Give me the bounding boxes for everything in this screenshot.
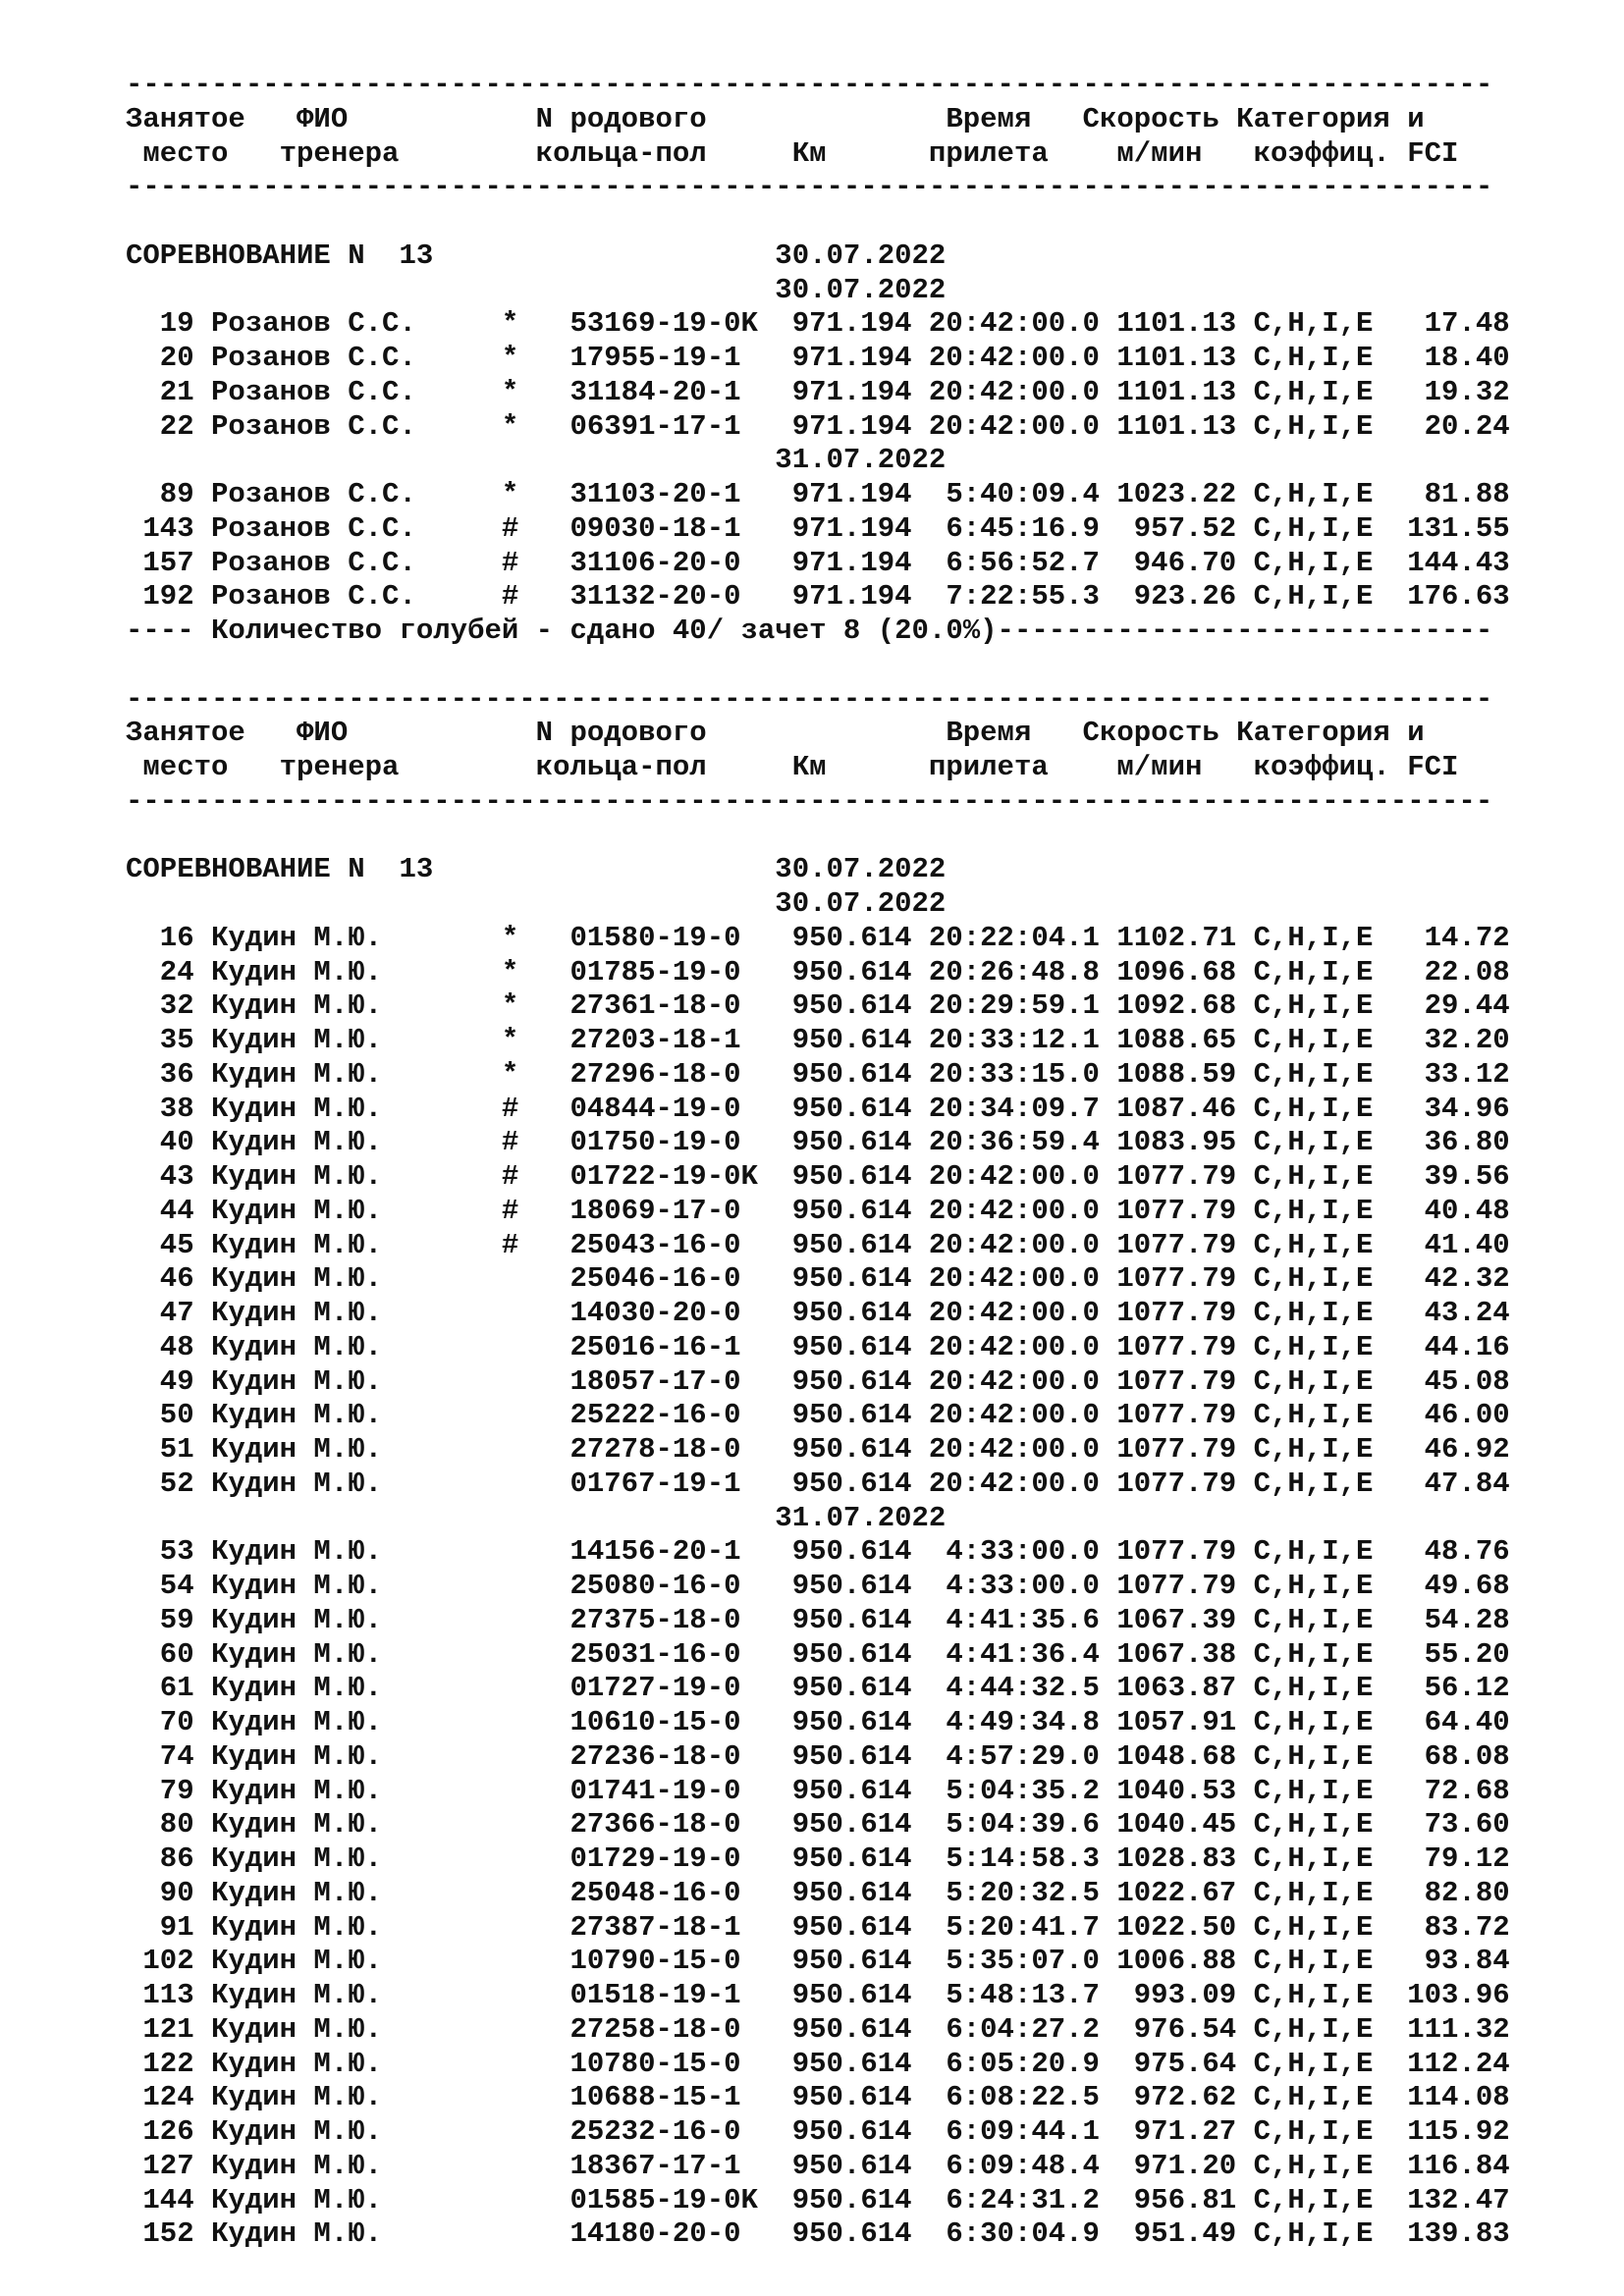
competition-line: СОРЕВНОВАНИЕ N 13 30.07.2022 — [126, 853, 947, 886]
table-row: 20 Розанов С.С. * 17955-19-1 971.194 20:42:00.0 1101.13 C,H,I,E 18.40 — [126, 342, 1510, 374]
table-row: 40 Кудин М.Ю. # 01750-19-0 950.614 20:36:59.4 1083.95 C,H,I,E 36.80 — [126, 1126, 1510, 1159]
table-row: 126 Кудин М.Ю. 25232-16-0 950.614 6:09:44.1 971.27 C,H,I,E 115.92 — [126, 2115, 1510, 2148]
table-row: 74 Кудин М.Ю. 27236-18-0 950.614 4:57:29.0 1048.68 C,H,I,E 68.08 — [126, 1739, 1510, 1773]
header-rule-bottom: -------------------------------------------------------------------------------- — [126, 171, 1493, 204]
table-row: 61 Кудин М.Ю. 01727-19-0 950.614 4:44:32.5 1063.87 C,H,I,E 56.12 — [126, 1672, 1510, 1705]
table-row: 143 Розанов С.С. # 09030-18-1 971.194 6:45:16.9 957.52 C,H,I,E 131.55 — [126, 511, 1510, 545]
blank-line — [126, 820, 1598, 854]
table-row: 51 Кудин М.Ю. 27278-18-0 950.614 20:42:00.0 1077.79 C,H,I,E 46.92 — [126, 1433, 1510, 1466]
table-row: 49 Кудин М.Ю. 18057-17-0 950.614 20:42:00.0 1077.79 C,H,I,E 45.08 — [126, 1364, 1510, 1398]
results-section-2 — [126, 683, 1598, 2253]
date-line: 31.07.2022 — [126, 1501, 947, 1534]
table-row: 43 Кудин М.Ю. # 01722-19-0K 950.614 20:42:00.0 1077.79 C,H,I,E 39.56 — [126, 1160, 1510, 1193]
table-row: 52 Кудин М.Ю. 01767-19-1 950.614 20:42:00.0 1077.79 C,H,I,E 47.84 — [126, 1467, 1510, 1500]
blank-line — [126, 649, 1598, 683]
table-row: 22 Розанов С.С. * 06391-17-1 971.194 20:42:00.0 1101.13 C,H,I,E 20.24 — [126, 409, 1510, 443]
date-line: 31.07.2022 — [126, 444, 947, 477]
table-row: 144 Кудин М.Ю. 01585-19-0K 950.614 6:24:31.2 956.81 C,H,I,E 132.47 — [126, 2183, 1510, 2216]
table-row: 21 Розанов С.С. * 31184-20-1 971.194 20:42:00.0 1101.13 C,H,I,E 19.32 — [126, 375, 1510, 408]
table-row: 89 Розанов С.С. * 31103-20-1 971.194 5:40:09.4 1023.22 C,H,I,E 81.88 — [126, 478, 1510, 510]
table-row: 48 Кудин М.Ю. 25016-16-1 950.614 20:42:00.0 1077.79 C,H,I,E 44.16 — [126, 1330, 1510, 1363]
date-line: 30.07.2022 — [126, 887, 947, 920]
table-row: 192 Розанов С.С. # 31132-20-0 971.194 7:22:55.3 923.26 C,H,I,E 176.63 — [126, 580, 1510, 614]
table-row: 45 Кудин М.Ю. # 25043-16-0 950.614 20:42:00.0 1077.79 C,H,I,E 41.40 — [126, 1228, 1510, 1261]
table-row: 19 Розанов С.С. * 53169-19-0K 971.194 20:42:00.0 1101.13 C,H,I,E 17.48 — [126, 307, 1510, 341]
table-row: 124 Кудин М.Ю. 10688-15-1 950.614 6:08:22.5 972.62 C,H,I,E 114.08 — [126, 2081, 1510, 2114]
table-row: 113 Кудин М.Ю. 01518-19-1 950.614 5:48:13.7 993.09 C,H,I,E 103.96 — [126, 1979, 1510, 2011]
table-row: 122 Кудин М.Ю. 10780-15-0 950.614 6:05:20.9 975.64 C,H,I,E 112.24 — [126, 2047, 1510, 2080]
table-row: 54 Кудин М.Ю. 25080-16-0 950.614 4:33:00.0 1077.79 C,H,I,E 49.68 — [126, 1570, 1510, 1602]
table-row: 35 Кудин М.Ю. * 27203-18-1 950.614 20:33:12.1 1088.65 C,H,I,E 32.20 — [126, 1024, 1510, 1056]
table-row: 79 Кудин М.Ю. 01741-19-0 950.614 5:04:35.2 1040.53 C,H,I,E 72.68 — [126, 1774, 1510, 1807]
table-row: 70 Кудин М.Ю. 10610-15-0 950.614 4:49:34.8 1057.91 C,H,I,E 64.40 — [126, 1706, 1510, 1738]
table-row: 91 Кудин М.Ю. 27387-18-1 950.614 5:20:41.7 1022.50 C,H,I,E 83.72 — [126, 1910, 1510, 1944]
header-line-2: место тренера кольца-пол Км прилета м/мин коэффиц. FCI — [126, 136, 1459, 170]
header-line-1: Занятое ФИО N родового Время Скорость Категория и — [126, 102, 1425, 135]
results-section-1 — [126, 69, 1598, 649]
table-row: 127 Кудин М.Ю. 18367-17-1 950.614 6:09:48.4 971.20 C,H,I,E 116.84 — [126, 2149, 1510, 2182]
header-rule-bottom: -------------------------------------------------------------------------------- — [126, 784, 1493, 818]
table-row: 59 Кудин М.Ю. 27375-18-0 950.614 4:41:35.6 1067.39 C,H,I,E 54.28 — [126, 1603, 1510, 1636]
competition-line: СОРЕВНОВАНИЕ N 13 30.07.2022 — [126, 239, 947, 272]
table-row: 16 Кудин М.Ю. * 01580-19-0 950.614 20:22:04.1 1102.71 C,H,I,E 14.72 — [126, 921, 1510, 954]
table-row: 44 Кудин М.Ю. # 18069-17-0 950.614 20:42:00.0 1077.79 C,H,I,E 40.48 — [126, 1194, 1510, 1227]
table-row: 47 Кудин М.Ю. 14030-20-0 950.614 20:42:00.0 1077.79 C,H,I,E 43.24 — [126, 1297, 1510, 1329]
table-row: 50 Кудин М.Ю. 25222-16-0 950.614 20:42:00.0 1077.79 C,H,I,E 46.00 — [126, 1399, 1510, 1432]
table-row: 46 Кудин М.Ю. 25046-16-0 950.614 20:42:00.0 1077.79 C,H,I,E 42.32 — [126, 1262, 1510, 1296]
table-row: 24 Кудин М.Ю. * 01785-19-0 950.614 20:26:48.8 1096.68 C,H,I,E 22.08 — [126, 955, 1510, 988]
table-row: 102 Кудин М.Ю. 10790-15-0 950.614 5:35:07.0 1006.88 C,H,I,E 93.84 — [126, 1945, 1510, 1978]
header-rule-top: -------------------------------------------------------------------------------- — [126, 69, 1493, 101]
header-line-1: Занятое ФИО N родового Время Скорость Категория и — [126, 717, 1425, 750]
results-page — [126, 69, 1598, 2252]
summary-line: ---- Количество голубей - сдано 40/ зачет 8 (20.0%)----------------------------- — [126, 614, 1493, 647]
table-row: 80 Кудин М.Ю. 27366-18-0 950.614 5:04:39.6 1040.45 C,H,I,E 73.60 — [126, 1808, 1510, 1842]
header-rule-top: -------------------------------------------------------------------------------- — [126, 682, 1493, 716]
blank-line — [126, 205, 1598, 240]
table-row: 36 Кудин М.Ю. * 27296-18-0 950.614 20:33:15.0 1088.59 C,H,I,E 33.12 — [126, 1057, 1510, 1091]
header-line-2: место тренера кольца-пол Км прилета м/мин коэффиц. FCI — [126, 751, 1459, 783]
table-row: 60 Кудин М.Ю. 25031-16-0 950.614 4:41:36.4 1067.38 C,H,I,E 55.20 — [126, 1637, 1510, 1671]
table-row: 157 Розанов С.С. # 31106-20-0 971.194 6:56:52.7 946.70 C,H,I,E 144.43 — [126, 546, 1510, 579]
table-row: 90 Кудин М.Ю. 25048-16-0 950.614 5:20:32.5 1022.67 C,H,I,E 82.80 — [126, 1876, 1510, 1909]
table-row: 86 Кудин М.Ю. 01729-19-0 950.614 5:14:58.3 1028.83 C,H,I,E 79.12 — [126, 1842, 1510, 1875]
table-row: 152 Кудин М.Ю. 14180-20-0 950.614 6:30:04.9 951.49 C,H,I,E 139.83 — [126, 2217, 1510, 2251]
table-row: 53 Кудин М.Ю. 14156-20-1 950.614 4:33:00.0 1077.79 C,H,I,E 48.76 — [126, 1535, 1510, 1569]
table-row: 38 Кудин М.Ю. # 04844-19-0 950.614 20:34:09.7 1087.46 C,H,I,E 34.96 — [126, 1092, 1510, 1125]
table-row: 32 Кудин М.Ю. * 27361-18-0 950.614 20:29:59.1 1092.68 C,H,I,E 29.44 — [126, 989, 1510, 1023]
table-row: 121 Кудин М.Ю. 27258-18-0 950.614 6:04:27.2 976.54 C,H,I,E 111.32 — [126, 2012, 1510, 2046]
date-line: 30.07.2022 — [126, 273, 947, 306]
